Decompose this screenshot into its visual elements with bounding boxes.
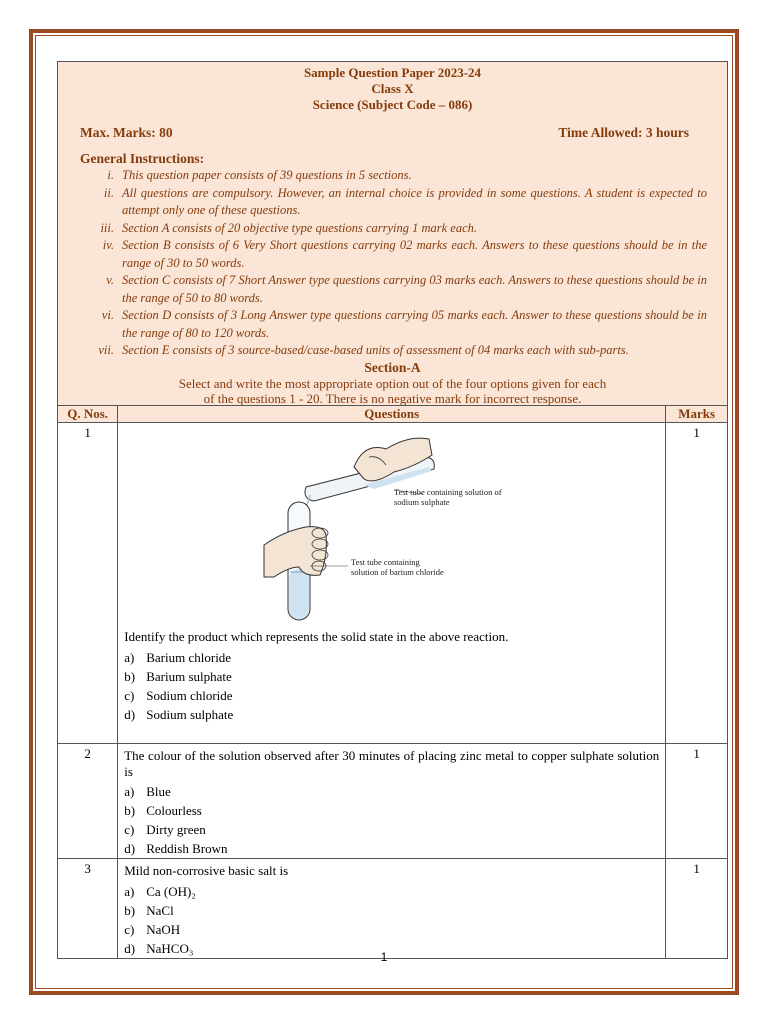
question-marks: 1 [666,423,728,744]
instruction-item [80,237,707,272]
option-item [124,782,659,801]
question-row [58,423,728,744]
instruction-item [80,185,707,220]
option-text: Sodium chloride [146,687,233,703]
option-letter: d) [124,940,136,956]
instruction-item [80,342,707,360]
option-letter: c) [124,921,135,937]
option-text: Ca (OH)₂ [146,883,196,899]
instruction-number: vi. [101,308,114,322]
question-text: Mild non-corrosive basic salt is [124,863,289,878]
title-line-3: Science (Subject Code – 086) [312,97,473,112]
option-text: Barium sulphate [146,668,232,684]
option-item [124,882,659,901]
question-body [118,423,666,744]
max-marks: Max. Marks: 80 [80,125,173,140]
option-item [124,686,659,705]
instruction-text: Section E consists of 3 source-based/case-based units of assessment of 04 marks each with sub-parts. [122,343,629,357]
instruction-item [80,220,707,238]
instruction-number: i. [107,168,114,182]
label-top-line-1: Test tube containing solution of [394,487,502,497]
option-text: Reddish Brown [146,841,228,856]
time-allowed: Time Allowed: 3 hours [558,125,689,140]
question-row [58,859,728,959]
questions-table [57,405,728,959]
option-text: NaOH [146,921,181,937]
question-text: The colour of the solution observed after 30 minutes of placing zinc metal to copper sulphate solution is [124,748,660,779]
experiment-figure [124,427,659,629]
option-letter: a) [124,784,135,799]
column-header-marks: Marks [666,406,728,423]
column-header-questions: Questions [118,406,666,423]
options-list [124,648,659,724]
option-item [124,648,659,667]
table-header-row [58,406,728,423]
option-letter: a) [124,649,135,665]
title-line-1: Sample Question Paper 2023-24 [303,65,482,80]
section-a-header [57,360,728,406]
instruction-number: v. [106,273,114,287]
question-row [58,744,728,859]
option-letter: b) [124,668,136,684]
instruction-text: Section A consists of 20 objective type questions carrying 1 mark each. [122,220,478,235]
instruction-number: ii. [103,185,114,200]
question-number: 1 [58,423,118,744]
instructions-list [80,167,707,360]
instruction-text: Section D consists of 3 Long Answer type questions carrying 05 marks each. Answer to these questions should be in the range of 80 to 120 words. [122,308,707,340]
question-number: 3 [58,859,118,959]
option-item [124,839,659,858]
question-marks: 1 [666,859,728,959]
instruction-text: Section C consists of 7 Short Answer type questions carrying 03 marks each. Answers to these questions should be in the range of 50 to 80 words. [122,273,707,305]
instruction-number: iv. [102,238,114,252]
option-letter: d) [124,841,136,856]
option-letter: a) [124,883,135,899]
option-text: Blue [146,784,171,799]
options-list [124,882,659,958]
option-item [124,901,659,920]
option-text: Dirty green [146,822,206,837]
option-item [124,667,659,686]
option-letter: c) [124,687,135,703]
option-letter: b) [124,902,136,918]
option-text: Barium chloride [146,649,232,665]
instruction-item [80,272,707,307]
label-bottom-line-2: solution of barium chloride [351,567,445,577]
paper-header [57,61,728,361]
instruction-text: All questions are compulsory. However, an internal choice is provided in some questions. A student is expected to attempt only one of these questions. [122,185,707,217]
instruction-item [80,167,707,185]
option-text: Sodium sulphate [146,706,234,722]
instruction-text: Section B consists of 6 Very Short questions carrying 02 marks each. Answers to these questions should be in the range of 30 to 50 words. [122,238,707,270]
question-body [118,859,666,959]
label-top-line-2: sodium sulphate [394,497,450,507]
option-text: NaCl [146,902,174,918]
instruction-number: vii. [98,343,114,357]
options-list [124,782,659,858]
column-header-qno: Q. Nos. [58,406,118,423]
instruction-text: This question paper consists of 39 questions in 5 sections. [122,168,412,182]
section-name: Section-A [364,360,421,375]
section-desc-line-1: Select and write the most appropriate option out of the four options given for each [178,376,607,391]
page-number: 1 [380,950,388,964]
question-text: Identify the product which represents the solid state in the above reaction. [124,629,509,644]
option-letter: b) [124,803,136,818]
question-marks: 1 [666,744,728,859]
question-body [118,744,666,859]
option-letter: d) [124,706,136,722]
option-text: NaHCO₃ [146,940,194,956]
option-item [124,820,659,839]
general-instructions-title: General Instructions: [80,151,205,166]
option-item [124,920,659,939]
question-number: 2 [58,744,118,859]
test-tube-illustration [124,427,659,629]
option-text: Colourless [146,803,202,818]
label-bottom-line-1: Test tube containing [351,557,421,567]
option-item [124,801,659,820]
section-desc-line-2: of the questions 1 - 20. There is no negative mark for incorrect response. [203,391,582,406]
option-letter: c) [124,822,135,837]
marks-row [80,125,689,141]
instruction-number: iii. [100,220,114,235]
title-line-2: Class X [371,81,414,96]
option-item [124,705,659,724]
paper-title [58,65,727,113]
instruction-item [80,307,707,342]
